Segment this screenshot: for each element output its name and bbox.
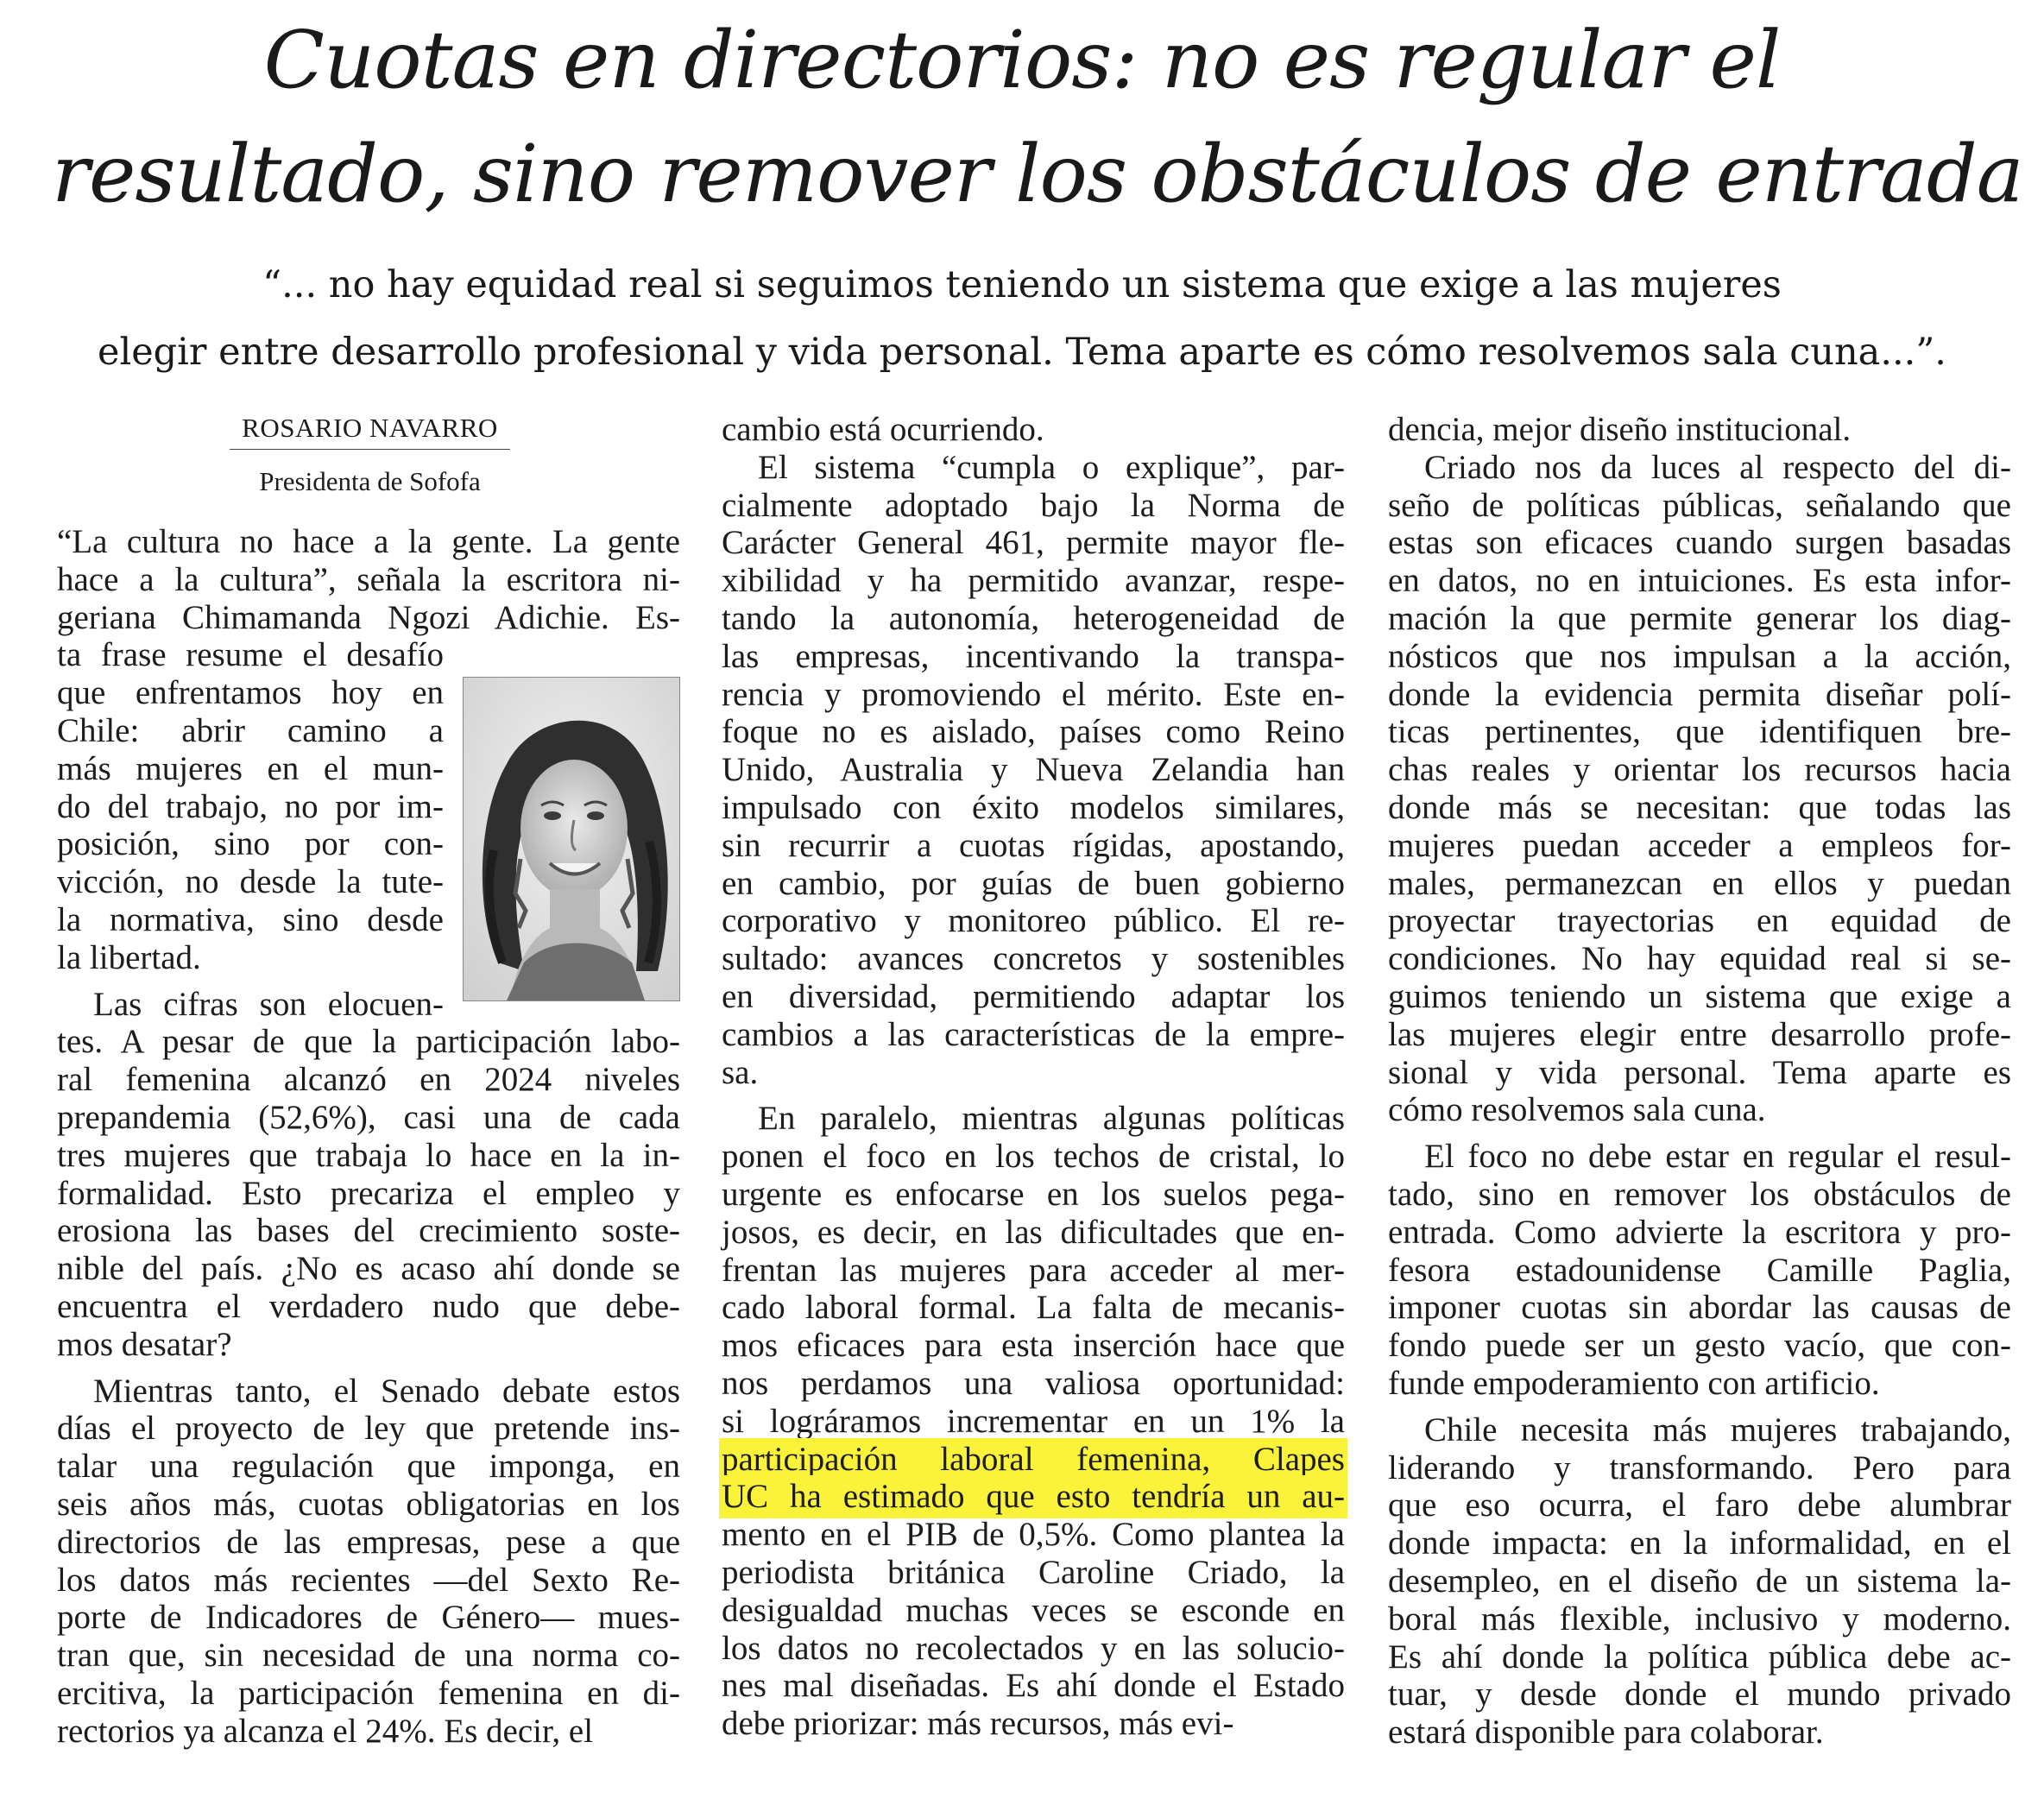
article-line: josos, es decir, en las dificultades que en- [722,1213,1345,1251]
article-line: estará disponible para colaborar. [1388,1713,1824,1751]
article-line: hace a la cultura”, señala la escritora ni- [57,560,680,598]
article-line: las empresas, incentivando la transpa- [722,637,1345,675]
article-line: talar una regulación que imponga, en [57,1448,680,1486]
article-line: rencia y promoviendo el mérito. Este en- [722,675,1345,713]
deck-line-1: “... no hay equidad real si seguimos teniendo un sistema que exige a las mujeres [262,263,1782,306]
article-line: do del trabajo, no por im- [57,787,444,825]
article-line: sin recurrir a cuotas rígidas, apostando, [722,826,1345,864]
article-line: tando la autonomía, heterogeneidad de [722,599,1345,637]
article-line: rectorios ya alcanza el 24%. Es decir, el [57,1712,594,1750]
article-line: condiciones. No hay equidad real si se- [1388,940,2011,978]
article-line: directorios de las empresas, pese a que [57,1523,680,1561]
highlighted-text: UC ha estimado que esto tendría un au- [722,1478,1345,1516]
article-column-2 [722,411,1345,1743]
article-line: mación la que permite generar los diag- [1388,599,2011,637]
article-line: los datos no recolectados y en las solucio- [722,1629,1345,1667]
article-line: Carácter General 461, permite mayor fle- [722,524,1345,562]
paragraph-gap [57,1364,680,1373]
article-line: que enfrentamos hoy en [57,674,444,712]
article-line: posición, sino por con- [57,825,444,863]
article-line: mento en el PIB de 0,5%. Como plantea la [722,1516,1345,1554]
headline-line-1: Cuotas en directorios: no es regular el [263,14,1781,106]
article-line: ta frase resume el desafío [57,636,444,674]
article-line: la libertad. [57,938,201,976]
paragraph-gap [57,977,680,986]
article-line: los datos más recientes —del Sexto Re- [57,1561,680,1599]
article-line: Unido, Australia y Nueva Zelandia han [722,751,1345,789]
article-line: funde empoderamiento con artificio. [1388,1364,1880,1402]
article-line: En paralelo, mientras algunas políticas [758,1100,1345,1138]
article-line: donde más se necesitan: que todas las [1388,788,2011,826]
article-line: tres mujeres que trabaja lo hace en la in- [57,1136,680,1174]
article-line: ponen el foco en los techos de cristal, lo [722,1138,1345,1176]
article-line: seño de políticas públicas, señalando que [1388,486,2011,524]
article-line: estas son eficaces cuando surgen basadas [1388,524,2011,562]
article-line: seis años más, cuotas obligatorias en los [57,1485,680,1523]
article-line [722,1478,1345,1516]
article-line: periodista británica Caroline Criado, la [722,1553,1345,1591]
article-line: debe priorizar: más recursos, más evi- [722,1705,1234,1743]
article-line: nes mal diseñadas. Es ahí donde el Estado [722,1667,1345,1705]
article-line: mos desatar? [57,1325,232,1363]
article-line: impulsado con éxito modelos similares, [722,788,1345,826]
article-line: en cambio, por guías de buen gobierno [722,864,1345,902]
article-line: cómo resolvemos sala cuna. [1388,1091,1766,1129]
article-line: nos perdamos una valiosa oportunidad: [722,1364,1345,1402]
article-line: fondo puede ser un gesto vacío, que con- [1388,1327,2011,1365]
article-line: sional y vida personal. Tema aparte es [1388,1053,2011,1091]
article-line: Las cifras son elocuen- [93,985,444,1023]
article-line: las mujeres elegir entre desarrollo profe- [1388,1015,2011,1053]
article-line: Es ahí donde la política pública debe ac- [1388,1638,2011,1676]
article-line: Chile necesita más mujeres trabajando, [1424,1411,2011,1448]
article-line: tuar, y desde donde el mundo privado [1388,1676,2011,1713]
article-line: en diversidad, permitiendo adaptar los [722,977,1345,1015]
article-line: desempleo, en el diseño de un sistema la- [1388,1562,2011,1600]
article-line: mos eficaces para esta inserción hace que [722,1327,1345,1365]
article-line: ral femenina alcanzó en 2024 niveles [57,1061,680,1099]
paragraph-gap [1388,1129,2011,1138]
article-line: tran que, sin necesidad de una norma co- [57,1637,680,1675]
article-line: males, permanezcan en ellos y puedan [1388,864,2011,902]
article-column-3 [1388,411,2011,1751]
article-line: prepandemia (52,6%), casi una de cada [57,1098,680,1136]
article-line: sa. [722,1053,759,1091]
article-line: encuentra el verdadero nudo que debe- [57,1287,680,1325]
article-column-1 [57,523,680,1751]
article-line: desigualdad muchas veces se esconde en [722,1591,1345,1629]
article-line: donde la evidencia permita diseñar polí- [1388,675,2011,713]
article-line: El foco no debe estar en regular el resul- [1424,1138,2011,1176]
article-line: la normativa, sino desde [57,900,444,938]
article-line: tes. A pesar de que la participación labo- [57,1023,680,1061]
article-line: cado laboral formal. La falta de mecanis- [722,1289,1345,1327]
article-line: foque no es aislado, países como Reino [722,713,1345,751]
article-line: en datos, no en intuiciones. Es esta infor- [1388,562,2011,600]
article-line: xibilidad y ha permitido avanzar, respe- [722,562,1345,600]
article-line: imponer cuotas sin abordar las causas de [1388,1289,2011,1327]
article-line: ticas pertinentes, que identifiquen bre- [1388,713,2011,751]
article-line: nible del país. ¿No es acaso ahí donde se [57,1250,680,1288]
article-line: más mujeres en el mun- [57,749,444,787]
article-line [722,1441,1345,1479]
article-line: días el proyecto de ley que pretende ins- [57,1410,680,1448]
paragraph-gap [1388,1403,2011,1411]
article-line: Chile: abrir camino a [57,711,444,749]
article-line: cambio está ocurriendo. [722,411,1044,448]
article-line: fesora estadounidense Camille Paglia, [1388,1251,2011,1289]
article-line: vicción, no desde la tute- [57,863,444,901]
article-line: ercitiva, la participación femenina en di- [57,1674,680,1712]
article-line: El sistema “cumpla o explique”, par- [758,448,1345,486]
author-name: ROSARIO NAVARRO [230,411,510,450]
article-line: dencia, mejor diseño institucional. [1388,411,1852,448]
article-line: si lográramos incrementar en un 1% la [722,1402,1345,1440]
article-line: guimos teniendo un sistema que exige a [1388,977,2011,1015]
article-line: cambios a las características de la empre- [722,1015,1345,1053]
paragraph-gap [722,1091,1345,1100]
article-line: mujeres puedan acceder a empleos for- [1388,826,2011,864]
article-line: nósticos que nos impulsan a la acción, [1388,637,2011,675]
article-line: Criado nos da luces al respecto del di- [1424,448,2011,486]
headline-line-2: resultado, sino remover los obstáculos de entrada [52,128,2023,220]
article-line: Mientras tanto, el Senado debate estos [93,1372,680,1410]
article-line: tado, sino en remover los obstáculos de [1388,1175,2011,1213]
article-line: que eso ocurra, el faro debe alumbrar [1388,1486,2011,1524]
article-line: “La cultura no hace a la gente. La gente [57,523,680,560]
article-line: boral más flexible, inclusivo y moderno. [1388,1600,2011,1638]
article-line: erosiona las bases del crecimiento soste- [57,1212,680,1250]
highlighted-text: participación laboral femenina, Clapes [722,1440,1345,1478]
article-line: sultado: avances concretos y sostenibles [722,940,1345,978]
article-line: porte de Indicadores de Género— mues- [57,1599,680,1637]
article-line: liderando y transformando. Pero para [1388,1448,2011,1486]
article-line: chas reales y orientar los recursos hacia [1388,751,2011,789]
article-line: proyectar trayectorias en equidad de [1388,902,2011,940]
deck-line-2: elegir entre desarrollo profesional y vida personal. Tema aparte es cómo resolvemos sala cuna...”. [98,331,1946,374]
article-line: frentan las mujeres para acceder al mer- [722,1251,1345,1289]
article-line: donde impacta: en la informalidad, en el [1388,1524,2011,1562]
article-line: urgente es enfocarse en los suelos pega- [722,1175,1345,1213]
article-line: formalidad. Esto precariza el empleo y [57,1174,680,1212]
article-line: corporativo y monitoreo público. El re- [722,902,1345,940]
article-line: entrada. Como advierte la escritora y pro- [1388,1213,2011,1251]
article-line: geriana Chimamanda Ngozi Adichie. Es- [57,598,680,636]
article-line: cialmente adoptado bajo la Norma de [722,486,1345,524]
author-role: Presidenta de Sofofa [259,466,481,496]
